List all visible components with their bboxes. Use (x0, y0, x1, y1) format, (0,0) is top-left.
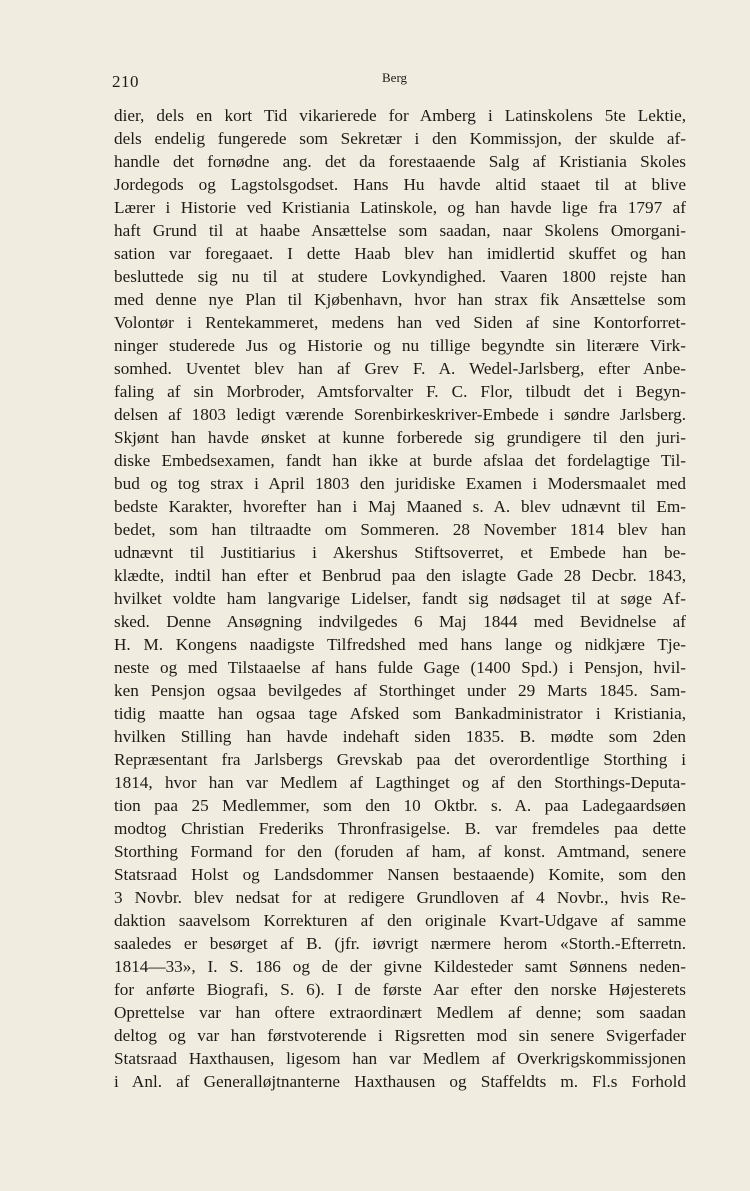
text-line: Jordegods og Lagstolsgodset. Hans Hu havde altid staaet til at blive (114, 175, 686, 194)
text-line: haft Grund til at haabe Ansættelse som saadan, naar Skolens Omorgani- (114, 221, 686, 240)
text-line: diske Embedsexamen, fandt han ikke at burde afslaa det fordelagtige Til- (114, 451, 686, 470)
text-line: Volontør i Rentekammeret, medens han ved Siden af sine Kontorforret- (114, 313, 686, 332)
text-line: saaledes er besørget af B. (jfr. iøvrigt nærmere herom «Storth.-Efterretn. (114, 934, 686, 953)
text-line: Statsraad Haxthausen, ligesom han var Medlem af Overkrigskommissjonen (114, 1049, 686, 1068)
text-line: modtog Christian Frederiks Thronfrasigelse. B. var fremdeles paa dette (114, 819, 686, 838)
text-line: faling af sin Morbroder, Amtsforvalter F. C. Flor, tilbudt det i Begyn- (114, 382, 686, 401)
text-line: somhed. Uventet blev han af Grev F. A. Wedel-Jarlsberg, efter Anbe- (114, 359, 686, 378)
text-line: hvilket voldte ham langvarige Lidelser, fandt sig nødsaget til at søge Af- (114, 589, 686, 608)
text-line: udnævnt til Justitiarius i Akershus Stiftsoverret, et Embede han be- (114, 543, 686, 562)
page-number: 210 (112, 72, 139, 91)
text-line: Skjønt han havde ønsket at kunne forberede sig grundigere til den juri- (114, 428, 686, 447)
text-line: i Anl. af Generalløjtnanterne Haxthausen og Staffeldts m. Fl.s Forhold (114, 1072, 686, 1091)
text-line: tidig maatte han ogsaa tage Afsked som Bankadministrator i Kristiania, (114, 704, 686, 723)
text-line: besluttede sig nu til at studere Lovkyndighed. Vaaren 1800 rejste han (114, 267, 686, 286)
text-line: klædte, indtil han efter et Benbrud paa den islagte Gade 28 Decbr. 1843, (114, 566, 686, 585)
text-line: daktion saavelsom Korrekturen af den originale Kvart-Udgave af samme (114, 911, 686, 930)
text-line: tion paa 25 Medlemmer, som den 10 Oktbr. s. A. paa Ladegaardsøen (114, 796, 686, 815)
text-line: hvilken Stilling han havde indehaft siden 1835. B. mødte som 2den (114, 727, 686, 746)
text-line: dels endelig fungerede som Sekretær i den Kommissjon, der skulde af- (114, 129, 686, 148)
text-line: sation var foregaaet. I dette Haab blev han imidlertid skuffet og han (114, 244, 686, 263)
text-line: 1814—33», I. S. 186 og de der givne Kildesteder samt Sønnens neden- (114, 957, 686, 976)
text-line: bedet, som han tiltraadte om Sommeren. 28 November 1814 blev han (114, 520, 686, 539)
text-line: med denne nye Plan til Kjøbenhavn, hvor han strax fik Ansættelse som (114, 290, 686, 309)
body-text (114, 104, 686, 1093)
text-line: Storthing Formand for den (foruden af ham, af konst. Amtmand, senere (114, 842, 686, 861)
text-line: dier, dels en kort Tid vikarierede for Amberg i Latinskolens 5te Lektie, (114, 106, 686, 125)
text-line: handle det fornødne ang. det da forestaaende Salg af Kristiania Skoles (114, 152, 686, 171)
text-line: Oprettelse var han oftere extraordinært Medlem af denne; som saadan (114, 1003, 686, 1022)
text-line: ken Pensjon ogsaa bevilgedes af Storthinget under 29 Marts 1845. Sam- (114, 681, 686, 700)
text-line: 1814, hvor han var Medlem af Lagthinget og af den Storthings-Deputa- (114, 773, 686, 792)
text-line: Lærer i Historie ved Kristiania Latinskole, og han havde lige fra 1797 af (114, 198, 686, 217)
text-line: for anførte Biografi, S. 6). I de første Aar efter den norske Højesterets (114, 980, 686, 999)
text-line: bud og tog strax i April 1803 den juridiske Examen i Modersmaalet med (114, 474, 686, 493)
text-line: neste og med Tilstaaelse af hans fulde Gage (1400 Spd.) i Pensjon, hvil- (114, 658, 686, 677)
text-line: 3 Novbr. blev nedsat for at redigere Grundloven af 4 Novbr., hvis Re- (114, 888, 686, 907)
running-title: Berg (382, 70, 408, 85)
text-line: delsen af 1803 ledigt værende Sorenbirkeskriver-Embede i søndre Jarlsberg. (114, 405, 686, 424)
text-line: deltog og var han førstvoterende i Rigsretten mod sin senere Svigerfader (114, 1026, 686, 1045)
text-line: Repræsentant fra Jarlsbergs Grevskab paa det overordentlige Storthing i (114, 750, 686, 769)
text-line: sked. Denne Ansøgning indvilgedes 6 Maj 1844 med Bevidnelse af (114, 612, 686, 631)
text-line: Statsraad Holst og Landsdommer Nansen bestaaende) Komite, som den (114, 865, 686, 884)
text-line: H. M. Kongens naadigste Tilfredshed med hans lange og nidkjære Tje- (114, 635, 686, 654)
text-line: bedste Karakter, hvorefter han i Maj Maaned s. A. blev udnævnt til Em- (114, 497, 686, 516)
text-line: ninger studerede Jus og Historie og nu tillige begyndte sin literære Virk- (114, 336, 686, 355)
